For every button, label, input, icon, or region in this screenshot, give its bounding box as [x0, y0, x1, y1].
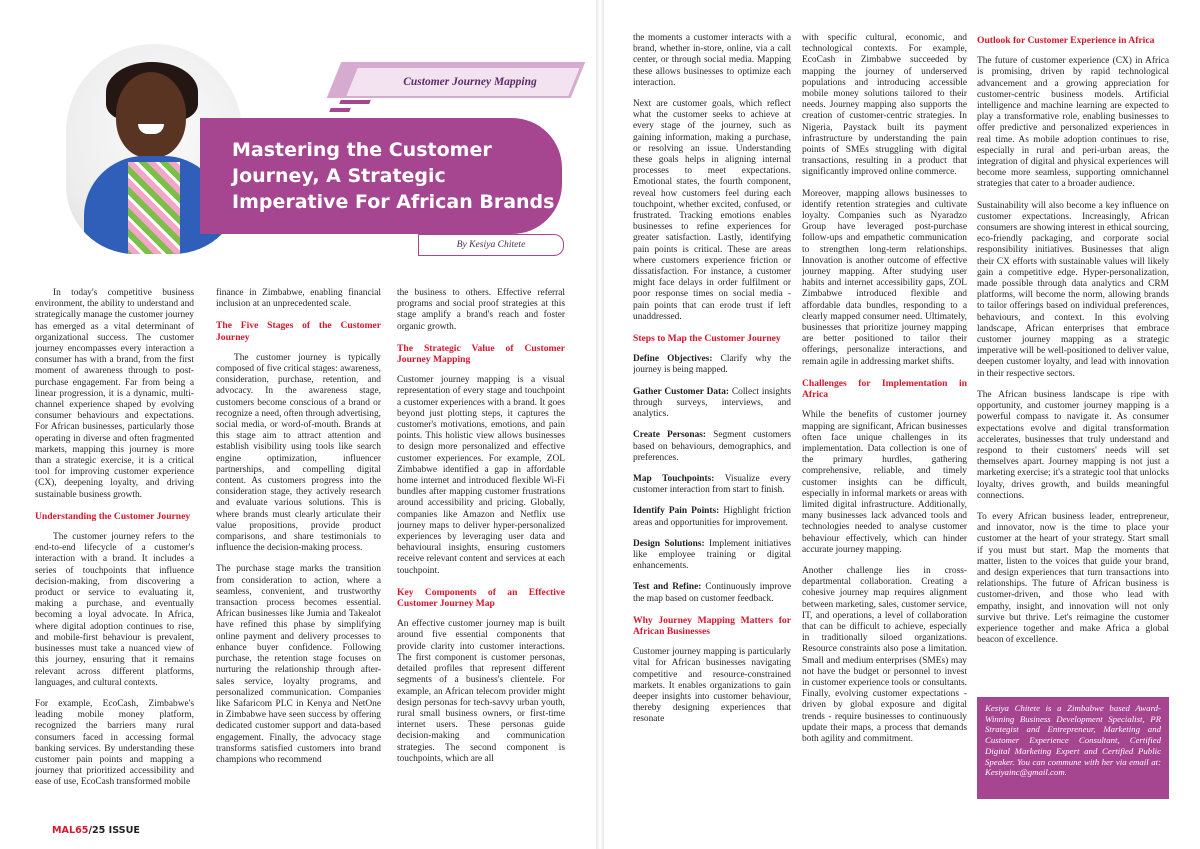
step-label: Identify Pain Points: — [633, 506, 720, 517]
step-item — [633, 430, 791, 464]
step-text: Collect insights through surveys, interviews, and analytics. — [633, 386, 791, 420]
paragraph: The African business landscape is ripe with opportunity, and customer journey mapping is a powerful compass to navigate it. As consumer expectations evolve and digital transformation accelerates, businesses that truly understand and respond to their customers' needs will set themselves apart. Journey mapping is not just a marketing exercise; it's a strategic tool that unlocks loyalty, drives growth, and builds meaningful connections. — [977, 389, 1169, 501]
author-face — [116, 72, 186, 158]
paragraph: For example, EcoCash, Zimbabwe's leading mobile money platform, recognized the barriers many rural consumers faced in accessing formal banking services. By understanding these customer pain points and mapping a journey that prioritized accessibility and ease of use, EcoCash transformed mobile — [35, 698, 194, 788]
paragraph: The future of customer experience (CX) in Africa is promising, driven by rapid technological advancement and a growing appreciation for customer-centric business models. Artificial intelligence and machine learning are expected to play a transformative role, enabling businesses to offer predictive and personalized experiences in real time. As mobile adoption continues to rise, especially in rural and peri-urban areas, the integration of digital and physical experiences will become more seamless, supporting omnichannel strategies that cater to a broader audience. — [977, 56, 1169, 190]
step-item — [633, 387, 791, 421]
section-label: Customer Journey Mapping — [403, 76, 537, 88]
section-heading: Key Components of an Effective Customer Journey Map — [397, 586, 565, 610]
paragraph: Customer journey mapping is a visual representation of every stage and touchpoint a customer experiences with a brand. It goes beyond just plotting steps, it captures the customer's motivations, emotions, and pain points. This holistic view allows businesses to design more personalized and effective customer experiences. For example, ZOL Zimbabwe identified a gap in affordable home internet and introduced flexible Wi-Fi bundles after mapping customer frustrations around accessibility and pricing. Globally, companies like Amazon and Netflix use journey maps to deliver hyper-personalized experiences by leveraging user data and behavioural insights, ensuring customers receive relevant content and services at each touchpoint. — [397, 375, 565, 576]
section-heading: The Five Stages of the Customer Journey — [216, 320, 381, 343]
paragraph: the moments a customer interacts with a brand, whether in-store, online, via a call center, or through social media. Mapping these allows businesses to optimize each interaction. — [633, 33, 791, 88]
right-column-1 — [633, 33, 791, 828]
paragraph: Next are customer goals, which reflect what the customer seeks to achieve at every stage of the journey, such as gaining information, making a purchase, or resolving an issue. Understanding these goals helps in aligning internal processes to meet expectations. Emotional states, the fourth component, reveal how customers feel during each touchpoint, whether excited, confused, or frustrated. Tracking emotions enables businesses to refine experiences for greater satisfaction. Lastly, identifying pain points is critical. These are areas where customers experience friction or dissatisfaction. For instance, a customer might face delays in order fulfilment or poor response times on social media - pain points that can erode trust if left unaddressed. — [633, 99, 791, 322]
step-label: Create Personas: — [633, 430, 707, 441]
step-label: Gather Customer Data: — [633, 386, 730, 397]
paragraph: the business to others. Effective referral programs and social proof strategies at this stage amplify a brand's reach and foster organic growth. — [397, 288, 565, 332]
paragraph: Moreover, mapping allows businesses to identify retention strategies and cultivate loyalty. Companies such as Nyaradzo Group have leveraged post-purchase follow-ups and empathetic communication to strengthen long-term relationships. Innovation is another outcome of effective journey mapping. After studying user habits and internet accessibility gaps, ZOL Zimbabwe introduced flexible and affordable data bundles, responding to a clearly mapped consumer need. Ultimately, businesses that prioritize journey mapping are better positioned to tailor their offerings, personalize interactions, and remain agile in addressing market shifts. — [802, 188, 967, 367]
paragraph: Another challenge lies in cross-departmental collaboration. Creating a cohesive journey map requires alignment between marketing, sales, customer service, IT, and operations, a level of collaboration that can be difficult to achieve, especially in traditionally siloed organizations. Resource constraints also pose a limitation. Small and medium enterprises (SMEs) may not have the budget or personnel to invest in customer experience tools or consultants. Finally, evolving customer expectations - driven by global exposure and digital trends - require businesses to continuously update their maps, a process that demands both agility and commitment. — [802, 565, 967, 744]
step-text: Segment customers based on behaviours, demographics, and preferences. — [633, 430, 791, 463]
step-label: Define Objectives: — [633, 354, 713, 365]
step-text: Implement initiatives like employee training or digital enhancements. — [633, 538, 791, 572]
step-item — [633, 354, 791, 376]
step-item — [633, 539, 791, 573]
right-column-2 — [802, 33, 967, 828]
right-page — [603, 0, 1200, 849]
paragraph: Customer journey mapping is particularly vital for African businesses navigating competitive and resource-constrained markets. It enables organizations to gain deeper insights into customer behaviour, thereby designing experiences that resonate — [633, 647, 791, 725]
paragraph: In today's competitive business environment, the ability to understand and strategically manage the customer journey has emerged as a vital determinant of organizational success. The customer journey encompasses every interaction a consumer has with a brand, from the first moment of awareness through to post-purchase engagement. Far from being a linear progression, it is a dynamic, multi-channel experience shaped by evolving consumer behaviours and expectations. For African businesses, particularly those operating in diverse and often fragmented markets, mapping this journey is more than a strategic exercise, it is a critical tool for improving customer experience (CX), deepening loyalty, and driving sustainable business growth. — [35, 288, 194, 500]
paragraph: Sustainability will also become a key influence on customer expectations. Increasingly, African consumers are showing interest in ethical sourcing, eco-friendly packaging, and corporate social responsibility initiatives. Businesses that align their CX efforts with sustainable values will likely gain a competitive edge. Hyper-personalization, made possible through data analytics and CRM platforms, will become the norm, allowing brands to tailor offerings based on individual preferences, behaviours, and context. In this evolving landscape, African enterprises that embrace customer journey mapping as a strategic imperative will be well-positioned to deliver value, deepen customer loyalty, and lead with innovation in their respective sectors. — [977, 200, 1169, 379]
paragraph: An effective customer journey map is built around five essential components that provide clarity into customer interactions. The first component is customer personas, detailed profiles that represent different segments of a business's clientele. For example, an African telecom provider might design personas for tech-savvy urban youth, rural small business owners, or first-time internet users. These personas guide decision-making and communication strategies. The second component is touchpoints, which are all — [397, 619, 565, 764]
right-column-3 — [977, 33, 1169, 693]
section-heading: Steps to Map the Customer Journey — [633, 333, 781, 345]
article-title: Mastering the Customer Journey, A Strategic Imperative For African Brands — [232, 139, 555, 213]
step-text: Visualize every customer interaction from start to finish. — [633, 473, 791, 496]
issue-footer — [52, 825, 140, 836]
step-label: Design Solutions: — [633, 538, 705, 549]
paragraph: The customer journey refers to the end-to-end lifecycle of a customer's interaction with a brand. It includes a series of touchpoints that influence decision-making, from discovering a product or service to evaluating it, making a purchase, and eventually becoming a loyal advocate. In Africa, where digital adoption continues to rise, and mobile-first behaviour is prevalent, businesses must take a nuanced view of this journey, ensuring that it remains relevant across different platforms, languages, and cultural contexts. — [35, 532, 194, 688]
issue-suffix: /25 ISSUE — [88, 825, 140, 836]
step-label: Test and Refine: — [633, 582, 702, 593]
step-text: Highlight friction areas and opportunities for improvement. — [633, 506, 791, 528]
section-heading: Why Journey Mapping Matters for African Businesses — [633, 614, 791, 637]
left-column-3 — [397, 288, 565, 818]
step-text: Continuously improve the map based on customer feedback. — [633, 582, 791, 604]
author-bio-box: Kesiya Chitete is a Zimbabwe based Award-Winning Business Development Specialist, PR Strategist and Entrepreneur, Marketing and Customer Experience Consultant, Certified Digital Marketing Expert and Certified Public Speaker. You can commune with her via email at: Kesiyainc@gmail.com. — [977, 697, 1169, 799]
section-heading: Understanding the Customer Journey — [35, 510, 191, 522]
step-item — [633, 474, 791, 496]
paragraph: To every African business leader, entrepreneur, and innovator, now is the time to place your customer at the heart of your strategy. Start small if you must but start. Map the moments that matter, listen to the voices that guide your brand, and design experiences that turn transactions into relationships. The future of African business is customer-driven, and those who lead with empathy, insight, and innovation will not only survive but thrive. Let's reimagine the customer experience together and make Africa a global beacon of excellence. — [977, 511, 1169, 646]
section-heading: Outlook for Customer Experience in Africa — [977, 35, 1155, 46]
section-heading: The Strategic Value of Customer Journey Mapping — [397, 342, 565, 366]
left-page — [0, 0, 597, 849]
byline: By Kesiya Chitete — [418, 234, 564, 256]
paragraph: The customer journey is typically composed of five critical stages: awareness, consideration, purchase, retention, and advocacy. In the awareness stage, customers become conscious of a brand or recognize a need, often through advertising, social media, or word-of-mouth. Brands at this stage aim to attract attention and establish visibility using tools like search engine optimization, influencer partnerships, and compelling digital content. As customers progress into the consideration stage, they actively research and evaluate various solutions. This is where brands must clearly articulate their value propositions, provide product comparisons, and share testimonials to influence the decision-making process. — [216, 352, 381, 554]
step-text: Clarify why the journey is being mapped. — [633, 354, 791, 376]
decor-stripe — [329, 108, 351, 112]
left-column-1 — [35, 288, 194, 818]
author-blouse — [128, 162, 180, 254]
paragraph: While the benefits of customer journey mapping are significant, African businesses often face unique challenges in its implementation. Data collection is one of the primary hurdles, gathering comprehensive, reliable, and timely customer insights can be difficult, especially in informal markets or areas with limited digital infrastructure. Additionally, many businesses lack advanced tools and technologies needed to analyse customer behaviour effectively, which can hinder accurate journey mapping. — [802, 410, 967, 555]
section-heading: Challenges for Implementation in Africa — [802, 377, 967, 401]
left-column-2 — [216, 288, 381, 818]
step-label: Map Touchpoints: — [633, 473, 715, 484]
issue-prefix: MAL65 — [52, 825, 89, 836]
decor-stripe — [339, 100, 371, 104]
paragraph: finance in Zimbabwe, enabling financial inclusion at an unprecedented scale. — [216, 288, 381, 310]
step-item — [633, 582, 791, 604]
step-item — [633, 506, 791, 528]
paragraph: The purchase stage marks the transition from consideration to action, where a seamless, convenient, and trustworthy transaction process becomes essential. African businesses like Jumia and Takealot have refined this phase by simplifying online payment and delivery processes to enhance buyer confidence. Following purchase, the retention stage focuses on nurturing the relationship through after-sales service, loyalty programs, and personalized communication. Companies like Safaricom PLC in Kenya and NetOne in Zimbabwe have seen success by offering dedicated customer support and data-based engagement. Finally, the advocacy stage transforms satisfied customers into brand champions who recommend — [216, 564, 381, 765]
paragraph: with specific cultural, economic, and technological contexts. For example, EcoCash in Zimbabwe succeeded by mapping the journey of underserved populations and introducing accessible mobile money solutions tailored to their needs. Journey mapping also supports the creation of customer-centric strategies. In Nigeria, Paystack built its payment infrastructure by understanding the pain points of SMEs struggling with digital transactions, resulting in a product that significantly improved online commerce. — [802, 33, 967, 178]
